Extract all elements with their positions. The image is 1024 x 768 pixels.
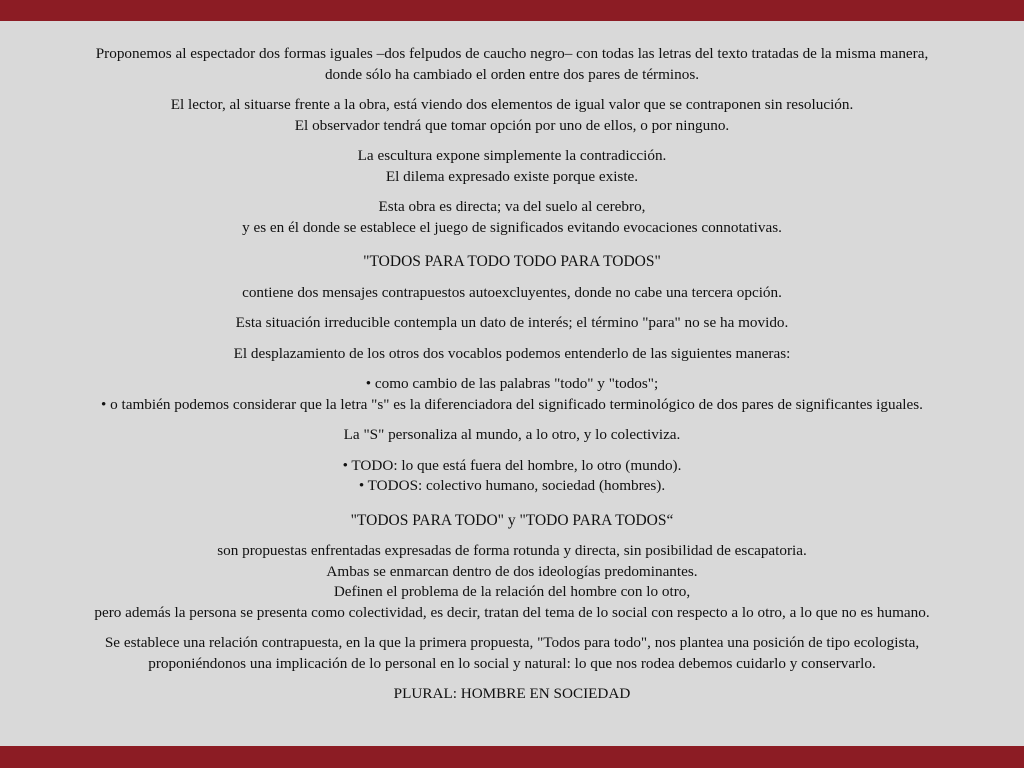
text-line: • como cambio de las palabras "todo" y "todos"; <box>365 375 659 392</box>
text-line: La "S" personaliza al mundo, a lo otro, y lo colectiviza. <box>343 426 681 443</box>
text-paragraph <box>0 374 1024 415</box>
text-line: Esta situación irreducible contempla un dato de interés; el término "para" no se ha movido. <box>235 314 789 331</box>
document-body <box>0 44 1024 705</box>
bottom-banner <box>0 746 1024 768</box>
text-paragraph <box>0 44 1024 85</box>
text-line: donde sólo ha cambiado el orden entre dos pares de términos. <box>324 65 700 83</box>
text-paragraph <box>0 541 1024 623</box>
text-line: El desplazamiento de los otros dos vocablos podemos entenderlo de las siguientes maneras: <box>233 344 791 362</box>
text-line: PLURAL: HOMBRE EN SOCIEDAD <box>393 685 631 702</box>
text-paragraph <box>0 684 1024 705</box>
text-line: proponiéndonos una implicación de lo personal en lo social y natural: lo que nos rodea debemos cuidarlo y conservarlo. <box>148 654 876 672</box>
text-paragraph <box>0 456 1024 497</box>
text-paragraph <box>0 283 1024 304</box>
text-line: Ambas se enmarcan dentro de dos ideologías predominantes. <box>326 562 698 580</box>
text-line: • TODOS: colectivo humano, sociedad (hombres). <box>358 477 666 494</box>
text-line: "TODOS PARA TODO TODO PARA TODOS" <box>363 253 661 270</box>
heading-paragraph <box>0 511 1024 532</box>
text-line: El lector, al situarse frente a la obra, está viendo dos elementos de igual valor que se contraponen sin resolución. <box>170 96 854 113</box>
text-paragraph <box>0 146 1024 187</box>
text-line: El observador tendrá que tomar opción por uno de ellos, o por ninguno. <box>294 116 730 134</box>
text-paragraph <box>0 95 1024 136</box>
text-line: pero además la persona se presenta como colectividad, es decir, tratan del tema de lo social con respecto a lo otro, a lo que no es humano. <box>94 603 930 621</box>
text-line: Definen el problema de la relación del hombre con lo otro, <box>333 583 691 600</box>
text-line: y es en él donde se establece el juego de significados evitando evocaciones connotativas. <box>242 218 782 236</box>
top-banner <box>0 0 1024 21</box>
text-paragraph <box>0 633 1024 674</box>
text-line: son propuestas enfrentadas expresadas de forma rotunda y directa, sin posibilidad de escapatoria. <box>217 542 807 559</box>
text-line: Esta obra es directa; va del suelo al cerebro, <box>378 198 646 215</box>
text-paragraph <box>0 344 1024 365</box>
text-line: Proponemos al espectador dos formas iguales –dos felpudos de caucho negro– con todas las letras del texto tratadas de la misma manera, <box>95 45 929 62</box>
text-line: • o también podemos considerar que la letra "s" es la diferenciadora del significado terminológico de dos pares de significantes iguales. <box>101 395 923 413</box>
text-line: La escultura expone simplemente la contradicción. <box>357 147 667 164</box>
text-line: • TODO: lo que está fuera del hombre, lo otro (mundo). <box>342 456 682 474</box>
text-paragraph <box>0 313 1024 334</box>
text-line: "TODOS PARA TODO" y "TODO PARA TODOS“ <box>350 511 674 529</box>
text-paragraph <box>0 197 1024 238</box>
text-line: Se establece una relación contrapuesta, en la que la primera propuesta, "Todos para todo", nos plantea una posición de tipo ecologista, <box>104 634 920 651</box>
text-line: El dilema expresado existe porque existe. <box>385 167 639 185</box>
text-line: contiene dos mensajes contrapuestos autoexcluyentes, donde no cabe una tercera opción. <box>242 283 782 301</box>
text-paragraph <box>0 425 1024 446</box>
heading-paragraph <box>0 252 1024 273</box>
